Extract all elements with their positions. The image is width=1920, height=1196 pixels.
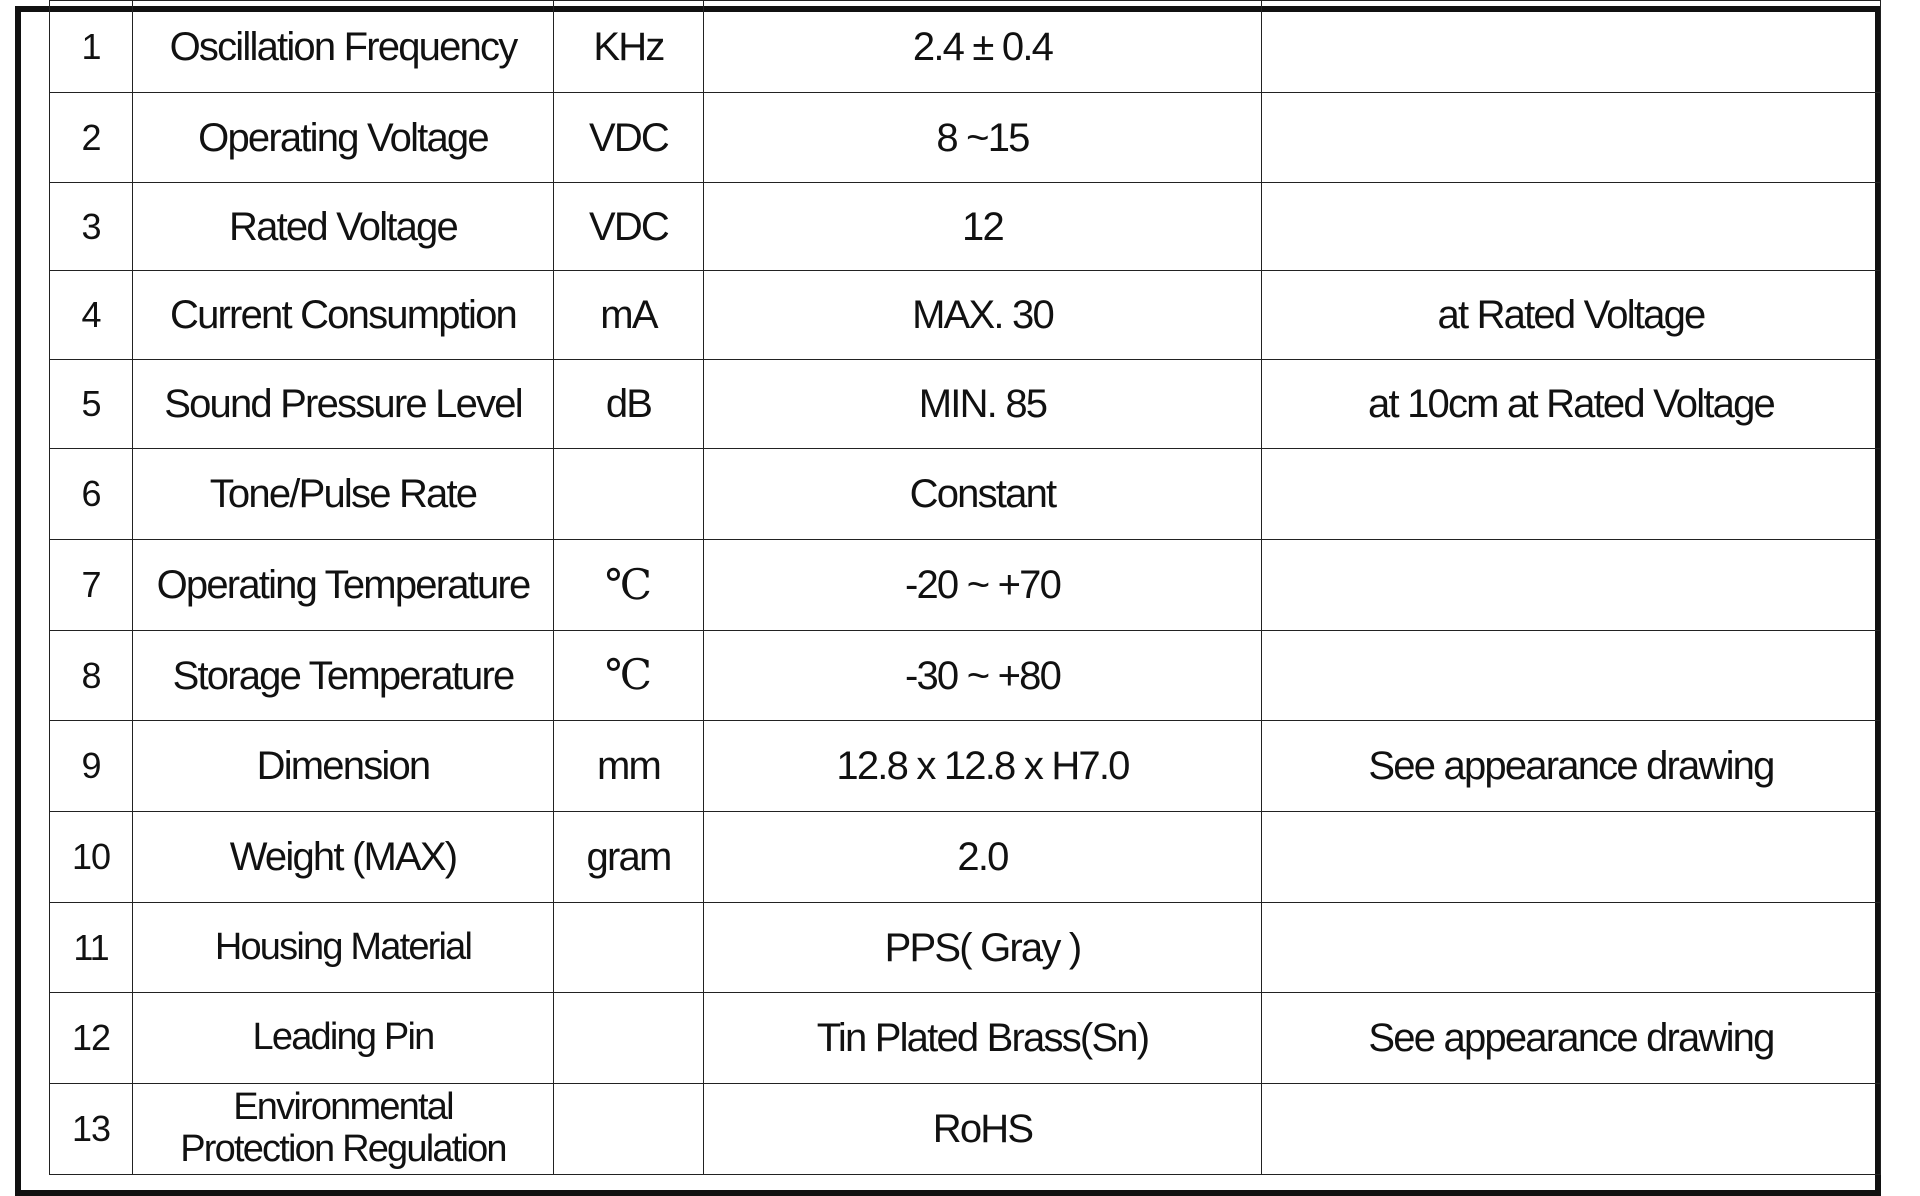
item-name: Storage Temperature xyxy=(133,631,554,721)
unit-cell: ℃ xyxy=(554,631,704,721)
row-number: 9 xyxy=(50,721,133,812)
note-cell xyxy=(1262,631,1881,721)
unit-cell: ℃ xyxy=(554,540,704,631)
note-cell xyxy=(1262,1,1881,93)
table-row xyxy=(50,93,1881,183)
note-cell xyxy=(1262,93,1881,183)
table-row xyxy=(50,721,1881,812)
value-cell: PPS( Gray ) xyxy=(704,903,1262,993)
item-name: Leading Pin xyxy=(133,993,554,1084)
item-name: Current Consumption xyxy=(133,271,554,360)
unit-cell: VDC xyxy=(554,183,704,271)
row-number: 6 xyxy=(50,449,133,540)
table-row xyxy=(50,1,1881,93)
item-name: Operating Voltage xyxy=(133,93,554,183)
value-cell: Tin Plated Brass(Sn) xyxy=(704,993,1262,1084)
row-number: 5 xyxy=(50,360,133,449)
note-cell: See appearance drawing xyxy=(1262,993,1881,1084)
value-cell: -30 ~ +80 xyxy=(704,631,1262,721)
table-row xyxy=(50,903,1881,993)
value-cell: -20 ~ +70 xyxy=(704,540,1262,631)
table-row xyxy=(50,271,1881,360)
table-row xyxy=(50,540,1881,631)
row-number: 11 xyxy=(50,903,133,993)
unit-cell: dB xyxy=(554,360,704,449)
row-number: 2 xyxy=(50,93,133,183)
unit-cell xyxy=(554,449,704,540)
note-cell: at 10cm at Rated Voltage xyxy=(1262,360,1881,449)
note-cell: at Rated Voltage xyxy=(1262,271,1881,360)
note-cell xyxy=(1262,1084,1881,1175)
value-cell: MIN. 85 xyxy=(704,360,1262,449)
item-name: Sound Pressure Level xyxy=(133,360,554,449)
item-name: Operating Temperature xyxy=(133,540,554,631)
table-row xyxy=(50,631,1881,721)
item-name: Housing Material xyxy=(133,903,554,993)
item-name: Weight (MAX) xyxy=(133,812,554,903)
value-cell: RoHS xyxy=(704,1084,1262,1175)
note-cell xyxy=(1262,812,1881,903)
item-name: Environmental Protection Regulation xyxy=(133,1084,554,1175)
table-row xyxy=(50,812,1881,903)
note-cell xyxy=(1262,449,1881,540)
unit-cell: VDC xyxy=(554,93,704,183)
unit-cell xyxy=(554,1084,704,1175)
unit-cell: KHz xyxy=(554,1,704,93)
item-name: Dimension xyxy=(133,721,554,812)
value-cell: 2.0 xyxy=(704,812,1262,903)
row-number: 4 xyxy=(50,271,133,360)
table-row xyxy=(50,449,1881,540)
note-cell: See appearance drawing xyxy=(1262,721,1881,812)
row-number: 12 xyxy=(50,993,133,1084)
value-cell: 8 ~15 xyxy=(704,93,1262,183)
item-name: Tone/Pulse Rate xyxy=(133,449,554,540)
row-number: 7 xyxy=(50,540,133,631)
row-number: 3 xyxy=(50,183,133,271)
table-row xyxy=(50,993,1881,1084)
value-cell: 12.8 x 12.8 x H7.0 xyxy=(704,721,1262,812)
note-cell xyxy=(1262,903,1881,993)
value-cell: 2.4 ± 0.4 xyxy=(704,1,1262,93)
unit-cell: gram xyxy=(554,812,704,903)
note-cell xyxy=(1262,540,1881,631)
unit-cell xyxy=(554,993,704,1084)
table-row xyxy=(50,360,1881,449)
unit-cell xyxy=(554,903,704,993)
item-name: Rated Voltage xyxy=(133,183,554,271)
spec-table xyxy=(49,0,1881,1175)
unit-cell: mA xyxy=(554,271,704,360)
table-row xyxy=(50,1084,1881,1175)
row-number: 13 xyxy=(50,1084,133,1175)
row-number: 1 xyxy=(50,1,133,93)
row-number: 8 xyxy=(50,631,133,721)
unit-cell: mm xyxy=(554,721,704,812)
value-cell: MAX. 30 xyxy=(704,271,1262,360)
row-number: 10 xyxy=(50,812,133,903)
item-name: Oscillation Frequency xyxy=(133,1,554,93)
value-cell: Constant xyxy=(704,449,1262,540)
table-row xyxy=(50,183,1881,271)
note-cell xyxy=(1262,183,1881,271)
value-cell: 12 xyxy=(704,183,1262,271)
